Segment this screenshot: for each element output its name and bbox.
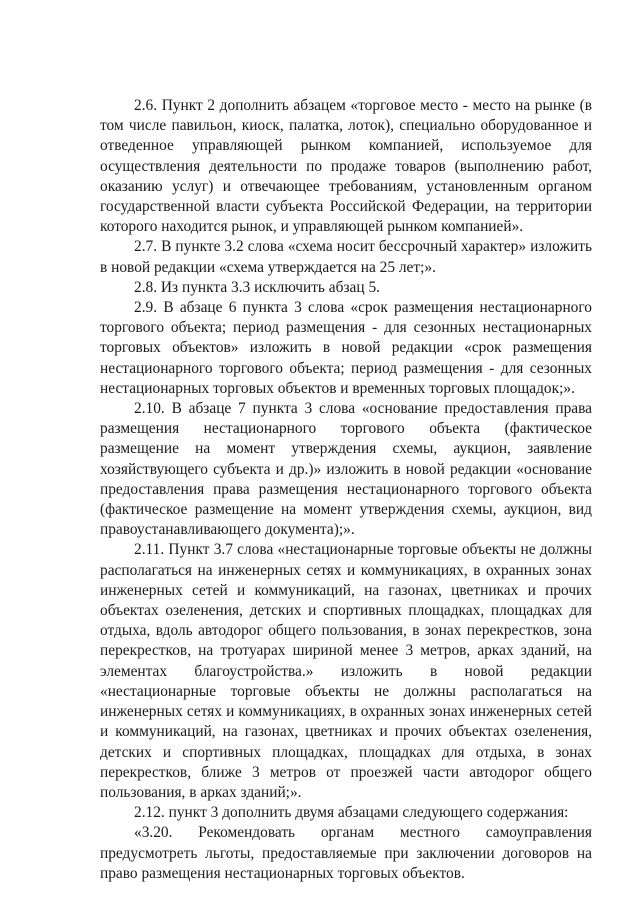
document-body <box>100 96 592 884</box>
paragraph-2-11: 2.11. Пункт 3.7 слова «нестационарные торговые объекты не должны располагаться на инженерных сетях и коммуникациях, в охранных зонах инженерных сетей и коммуникаций, на газонах, цветниках и прочих объектах озеленения, детских и спортивных площадках, площадках для отдыха, вдоль автодорог общего пользования, в зонах перекрестков, зона перекрестков, на тротуарах шириной менее 3 метров, арках зданий, на элементах благоустройства.» изложить в новой редакции «нестационарные торговые объекты не должны располагаться на инженерных сетях и коммуникациях, в охранных зонах инженерных сетей и коммуникаций, на газонах, цветниках и прочих объектах озеленения, детских и спортивных площадках, площадках для отдыха, в зонах перекрестков, ближе 3 метров от проезжей части автодорог общего пользования, в арках зданий;». <box>100 541 592 801</box>
paragraph-2-9: 2.9. В абзаце 6 пункта 3 слова «срок размещения нестационарного торгового объекта; период размещения - для сезонных нестационарных торговых объектов» изложить в новой редакции «срок размещения нестационарного торгового объекта; период размещения - для сезонных нестационарных торговых объектов и временных торговых площадок;». <box>100 299 592 397</box>
paragraph-2-7: 2.7. В пункте 3.2 слова «схема носит бессрочный характер» изложить в новой редакции «схема утверждается на 25 лет;». <box>100 238 592 276</box>
paragraph-2-10: 2.10. В абзаце 7 пункта 3 слова «основание предоставления права размещения нестационарного торгового объекта (фактическое размещение на момент утверждения схемы, аукцион, заявление хозяйствующего субъекта и др.)» изложить в новой редакции «основание предоставления права размещения нестационарного торгового объекта (фактическое размещение на момент утверждения схемы, аукцион, вид правоустанавливающего документа);». <box>100 400 592 539</box>
paragraph-2-12: 2.12. пункт 3 дополнить двумя абзацами следующего содержания: <box>134 804 569 822</box>
paragraph-3-20: «3.20. Рекомендовать органам местного самоуправления предусмотреть льготы, предоставляемые при заключении договоров на право размещения нестационарных торговых объектов. <box>100 824 592 882</box>
paragraph-2-8: 2.8. Из пункта 3.3 исключить абзац 5. <box>134 278 381 296</box>
paragraph-2-6: 2.6. Пункт 2 дополнить абзацем «торговое место - место на рынке (в том числе павильон, киоск, палатка, лоток), специально оборудованное и отведенное управляющей рынком компанией, используемое для осуществления деятельности по продаже товаров (выполнению работ, оказанию услуг) и отвечающее требованиям, установленным органом государственной власти субъекта Российской Федерации, на территории которого находится рынок, и управляющей рынком компанией». <box>100 97 592 236</box>
